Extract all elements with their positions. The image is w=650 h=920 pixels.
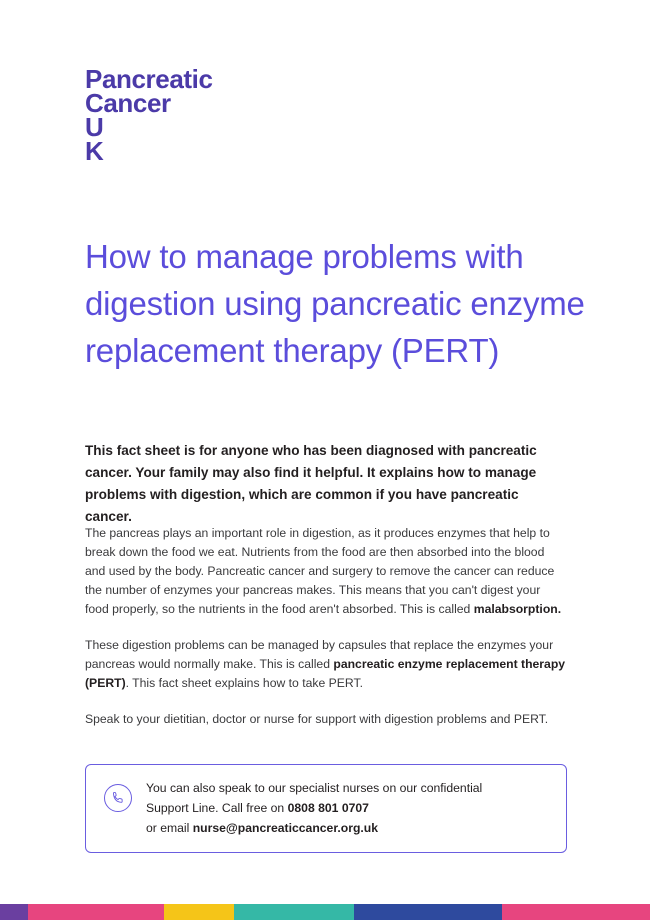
- support-line-callout: [85, 764, 567, 853]
- brand-color-bar: [0, 904, 650, 920]
- color-bar-segment-teal: [234, 904, 354, 920]
- logo-line-u: U: [85, 111, 104, 142]
- body-copy: [85, 524, 567, 746]
- support-line-email: nurse@pancreaticcancer.org.uk: [192, 820, 379, 835]
- color-bar-segment-magenta: [502, 904, 650, 920]
- callout-line-3-text: or email: [146, 820, 193, 835]
- malabsorption-term: malabsorption.: [473, 602, 562, 617]
- logo-line-cancer: Cancer: [85, 87, 171, 118]
- body-paragraph-2-text-a: These digestion problems can be managed by capsules that replace the enzymes your pancreas would normally make. This is called: [85, 638, 554, 672]
- body-paragraph-3: Speak to your dietitian, doctor or nurse for support with digestion problems and PERT.: [85, 712, 549, 727]
- logo-line-k: K: [85, 135, 104, 166]
- color-bar-segment-blue: [354, 904, 502, 920]
- support-line-text: [146, 779, 550, 838]
- callout-line-1: You can also speak to our specialist nurses on our confidential: [146, 781, 483, 795]
- body-paragraph-1-text: The pancreas plays an important role in digestion, as it produces enzymes that help to break down the food we eat. Nutrients from the food are then absorbed into the blood and used by the body. Pancreatic cancer and surgery to remove the cancer can reduce the number of enzymes your pancreas makes. This means that you can't digest your food properly, so the nutrients in the food aren't absorbed. This is called: [85, 526, 555, 617]
- body-paragraph-2-text-b: . This fact sheet explains how to take PERT.: [125, 676, 363, 691]
- page-title: How to manage problems with digestion using pancreatic enzyme replacement therapy (PERT): [85, 238, 585, 369]
- callout-line-2: [146, 799, 550, 819]
- support-line-phone-number: 0808 801 0707: [287, 800, 369, 815]
- color-bar-segment-yellow: [164, 904, 234, 920]
- callout-line-3: [146, 819, 550, 839]
- body-paragraph-1: [85, 524, 567, 619]
- body-paragraph-2: [85, 636, 567, 693]
- color-bar-segment-purple: [0, 904, 28, 920]
- color-bar-segment-pink: [28, 904, 164, 920]
- pert-term: pancreatic enzyme replacement therapy (PERT): [85, 657, 566, 691]
- logo-line-pancreatic: Pancreatic: [85, 64, 213, 94]
- phone-icon: [104, 784, 132, 812]
- intro-paragraph: This fact sheet is for anyone who has been diagnosed with pancreatic cancer. Your family may also find it helpful. It explains how to manage problems with digestion, which are common if you have pancreatic cancer.: [85, 442, 537, 524]
- callout-line-2-text: Support Line. Call free on: [146, 800, 288, 815]
- pancreatic-cancer-uk-logo: [85, 64, 213, 166]
